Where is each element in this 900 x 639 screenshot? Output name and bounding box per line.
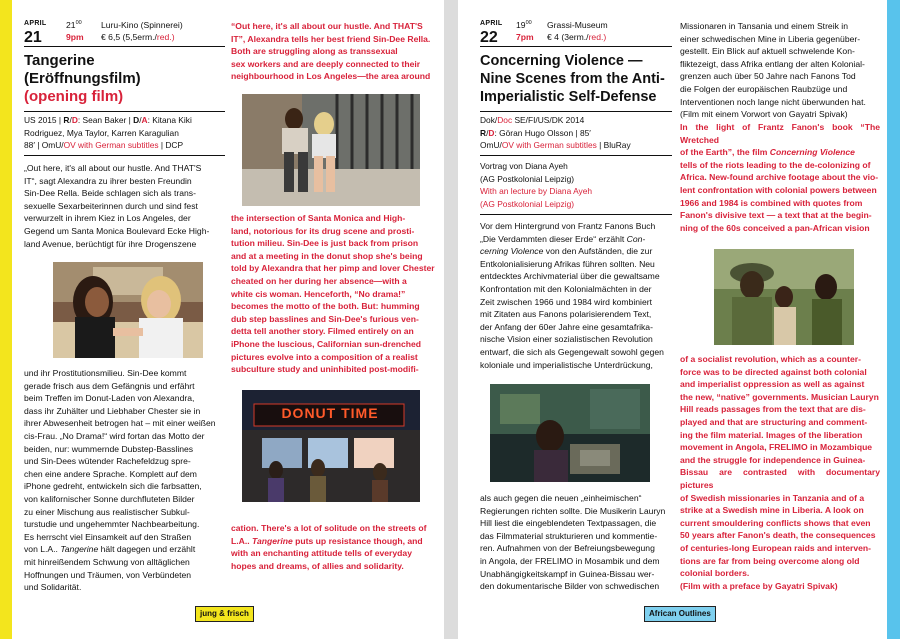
price: € 6,5 (5,5erm./red.) xyxy=(101,32,175,42)
price: € 4 (3erm./red.) xyxy=(547,32,607,42)
venue: Grassi-Museum xyxy=(547,20,608,30)
photo-donut-shop-women xyxy=(53,262,203,358)
meta-rule xyxy=(480,155,672,156)
english-text-middle: the intersection of Santa Monica and High- land, notorious for its drug scene and prosti- tution milieu. Sin-Dee is just back from prison and at a meeting in the donut shop she's being told by Alexandra that her pimp and lover Chester cheated on her during her absence—with a white cis woman. Henceforth, “No drama!” becomes the motto of the both. But: humming dub step basslines and Sin-Dee's furious ven- detta tell another story. Filmed entirely on an iPhone the luscious, Californian sun-drenched pictures evolve into a composition of a realist subculture study and uninhibited post-modifi- xyxy=(231,213,435,375)
day-label: APRIL xyxy=(24,20,47,27)
date-number: 21 xyxy=(24,29,42,46)
time-24h: $19^{00}$ xyxy=(516,20,532,30)
header-rule xyxy=(480,46,672,47)
german-text-col2: Missionaren in Tansania und einem Streik in einer schwedischen Mine in Liberia gegenüber- gestellt. Ein Blick auf aktuell schwelende Kon- fliktezeigt, dass Afrika entlang der alten Kolonial- grenzen auch über 50 Jahre nach Fanons Tod die Folgen der europäischen Raubzüge und Interventionen noch lange nicht überwunden hat. (Film mit einem Vorwort von Gayatri Spivak) xyxy=(680,21,866,120)
english-text-bottom: cation. There's a lot of solitude on the streets of L.A.. Tangerine puts up resistance though, and with an enchanting attitude tells of everyday hopes and dreams, of allies and solidarity. xyxy=(231,523,427,571)
time-24h: $21^{00}$ xyxy=(66,20,82,30)
photo-liberation-soldiers xyxy=(714,249,854,345)
time-12h: 9pm xyxy=(66,32,84,42)
time-12h: 7pm xyxy=(516,32,534,42)
venue: Luru-Kino (Spinnerei) xyxy=(101,20,183,30)
meta-rule xyxy=(24,155,225,156)
photo-donut-time xyxy=(242,390,420,502)
film-credits: Dok/Doc SE/FI/US/DK 2014 R/D: Göran Hugo Olsson | 85′ OmU/OV with German subtitles | BluRay xyxy=(480,115,631,151)
title-rule xyxy=(24,111,225,112)
right-page xyxy=(458,0,887,639)
blue-edge xyxy=(887,0,900,639)
date-number: 22 xyxy=(480,29,498,46)
section-tag-african-outlines: African Outlines xyxy=(644,606,716,622)
english-text-top: In the light of Frantz Fanon's book “The Wretched of the Earth”, the film Concerning Violence tells of the riots leading to the de-colonizing of Africa. New-found archive footage about the vio- lent confrontation with colonial powers between 1966 and 1984 is combined with quotes from Fanon's divisive text — a text that at the begin- ning of the 60s conceived a pan-African vision xyxy=(680,122,880,233)
german-text-bottom: als auch gegen die neuen „einheimischen“ Regierungen richten sollte. Die Musikerin Lauryn Hill liest die eingeblendeten Textpassagen, die das Filmmaterial strukturieren und kommentie- ren. Aufnahmen von der Befreiungsbewegung in Angola, der FRELIMO in Mosambik und dem Unabhängigkeitskampf in Guinea-Bissau wer- den dokumentarische Bilder von schwedischen xyxy=(480,493,666,592)
english-text-bottom: of a socialist revolution, which as a counter- force was to be directed against both colonial and imperialist oppression as well as against the new, “native” governments. Musician Lauryn Hill reads passages from the text that are dis- played and that are structuring and comment- ing the film material. Images of the liberation movement in Angola, FRELIMO in Mozambique and the struggle for independence in Guinea- Bissau are contrasted with documentary pictures of Swedish missionaries in Tanzania and of a strike at a Swedish mine in Liberia. A look on current smouldering conflicts shows that even 50 years after Fanon's death, the consequences of centuries-long European raids and interven- tions are far from being overcome along old colonial borders. (Film with a preface by Gayatri Spivak) xyxy=(680,354,880,591)
photo-street-scene xyxy=(242,94,420,206)
left-page xyxy=(12,0,444,639)
day-label: APRIL xyxy=(480,20,503,27)
lecture-info: Vortrag von Diana Ayeh (AG Postkolonial Leipzig) With an lecture by Diana Ayeh (AG Postkolonial Leipzig) xyxy=(480,161,593,209)
film-title: Concerning Violence — Nine Scenes from the Anti- Imperialistic Self-Defense xyxy=(480,53,665,105)
header-rule xyxy=(24,46,225,47)
section-tag-jung-frisch: jung & frisch xyxy=(195,606,254,622)
german-text-bottom: und ihr Prostitutionsmilieu. Sin-Dee kommt gerade frisch aus dem Gefängnis und erfährt beim Treffen im Donut-Laden von Alexandra, dass ihr Zuhälter und Liebhaber Chester sie in ihrer Abwesenheit betrogen hat – mit einer weißen cis-Frau. „No Drama!“ wird fortan das Motto der beiden, nur: wummernde Dubstep-Basslines und Sin-Dees wütender Rachefeldzug spre- chen eine andere Sprache. Komplett auf dem iPhone gedreht, entwickeln sich die farbsatten, von kalifornischer Sonne durchfluteten Bilder zu einer Mischung aus realistischer Subkul- turstudie und ungehemmter Nachbearbeitung. Es herrscht viel Einsamkeit auf den Straßen von L.A.. Tangerine hält dagegen und erzählt mit hinreißendem Schwung von alltäglichen Hoffnungen und Träumen, von Verbündeten und Solidarität. xyxy=(24,368,216,593)
yellow-edge xyxy=(0,0,12,639)
book-gutter xyxy=(444,0,458,639)
photo-archive-footage xyxy=(490,384,650,482)
title-rule xyxy=(480,111,672,112)
german-text-top: „Out here, it's all about our hustle. And THAT'S IT“, sagt Alexandra zu ihrer besten Freundin Sin-Dee Rella. Beide schlagen sich als trans- sexuelle Sexarbeiterinnen durch und sind fest verwurzelt in ihrem Kiez in Los Angeles, der Gegend um Santa Monica Boulevard Ecke High- land Avenue, berüchtigt für ihre Drogenszene xyxy=(24,163,210,249)
german-text-top: Vor dem Hintergrund von Frantz Fanons Buch „Die Verdammten dieser Erde“ erzählt Con- cerning Violence von den Aufständen, die zur Entkolonialisierung Afrikas führen sollten. Neu entdecktes Archivmaterial über die gewaltsame Konfrontation mit den Kolonialmächten in der Zeit zwischen 1966 und 1984 wird kombiniert mit Zitaten aus Fanons polarisierendem Text, der Anfang der 60er Jahre eine gesamtafrika- nische Vision einer sozialistischen Revolution entwarf, die sich als Gegengewalt sowohl gegen koloniale und imperialistische Unterdrückung, xyxy=(480,221,664,370)
film-credits: US 2015 | R/D: Sean Baker | D/A: Kitana Kiki Rodriguez, Mya Taylor, Karren Karagulian 88′ | OmU/OV with German subtitles | DCP xyxy=(24,115,192,151)
film-title: Tangerine (Eröffnungsfilm) (opening film) xyxy=(24,52,141,105)
lecture-rule xyxy=(480,214,672,215)
english-text-top: “Out here, it's all about our hustle. And THAT'S IT”, Alexandra tells her best friend Sin-Dee Rella. Both are struggling along as transsexual sex workers and are deeply connected to their neighbourhood in Los Angeles—the area around xyxy=(231,21,431,82)
donut-time-sign: DONUT TIME xyxy=(281,405,379,421)
